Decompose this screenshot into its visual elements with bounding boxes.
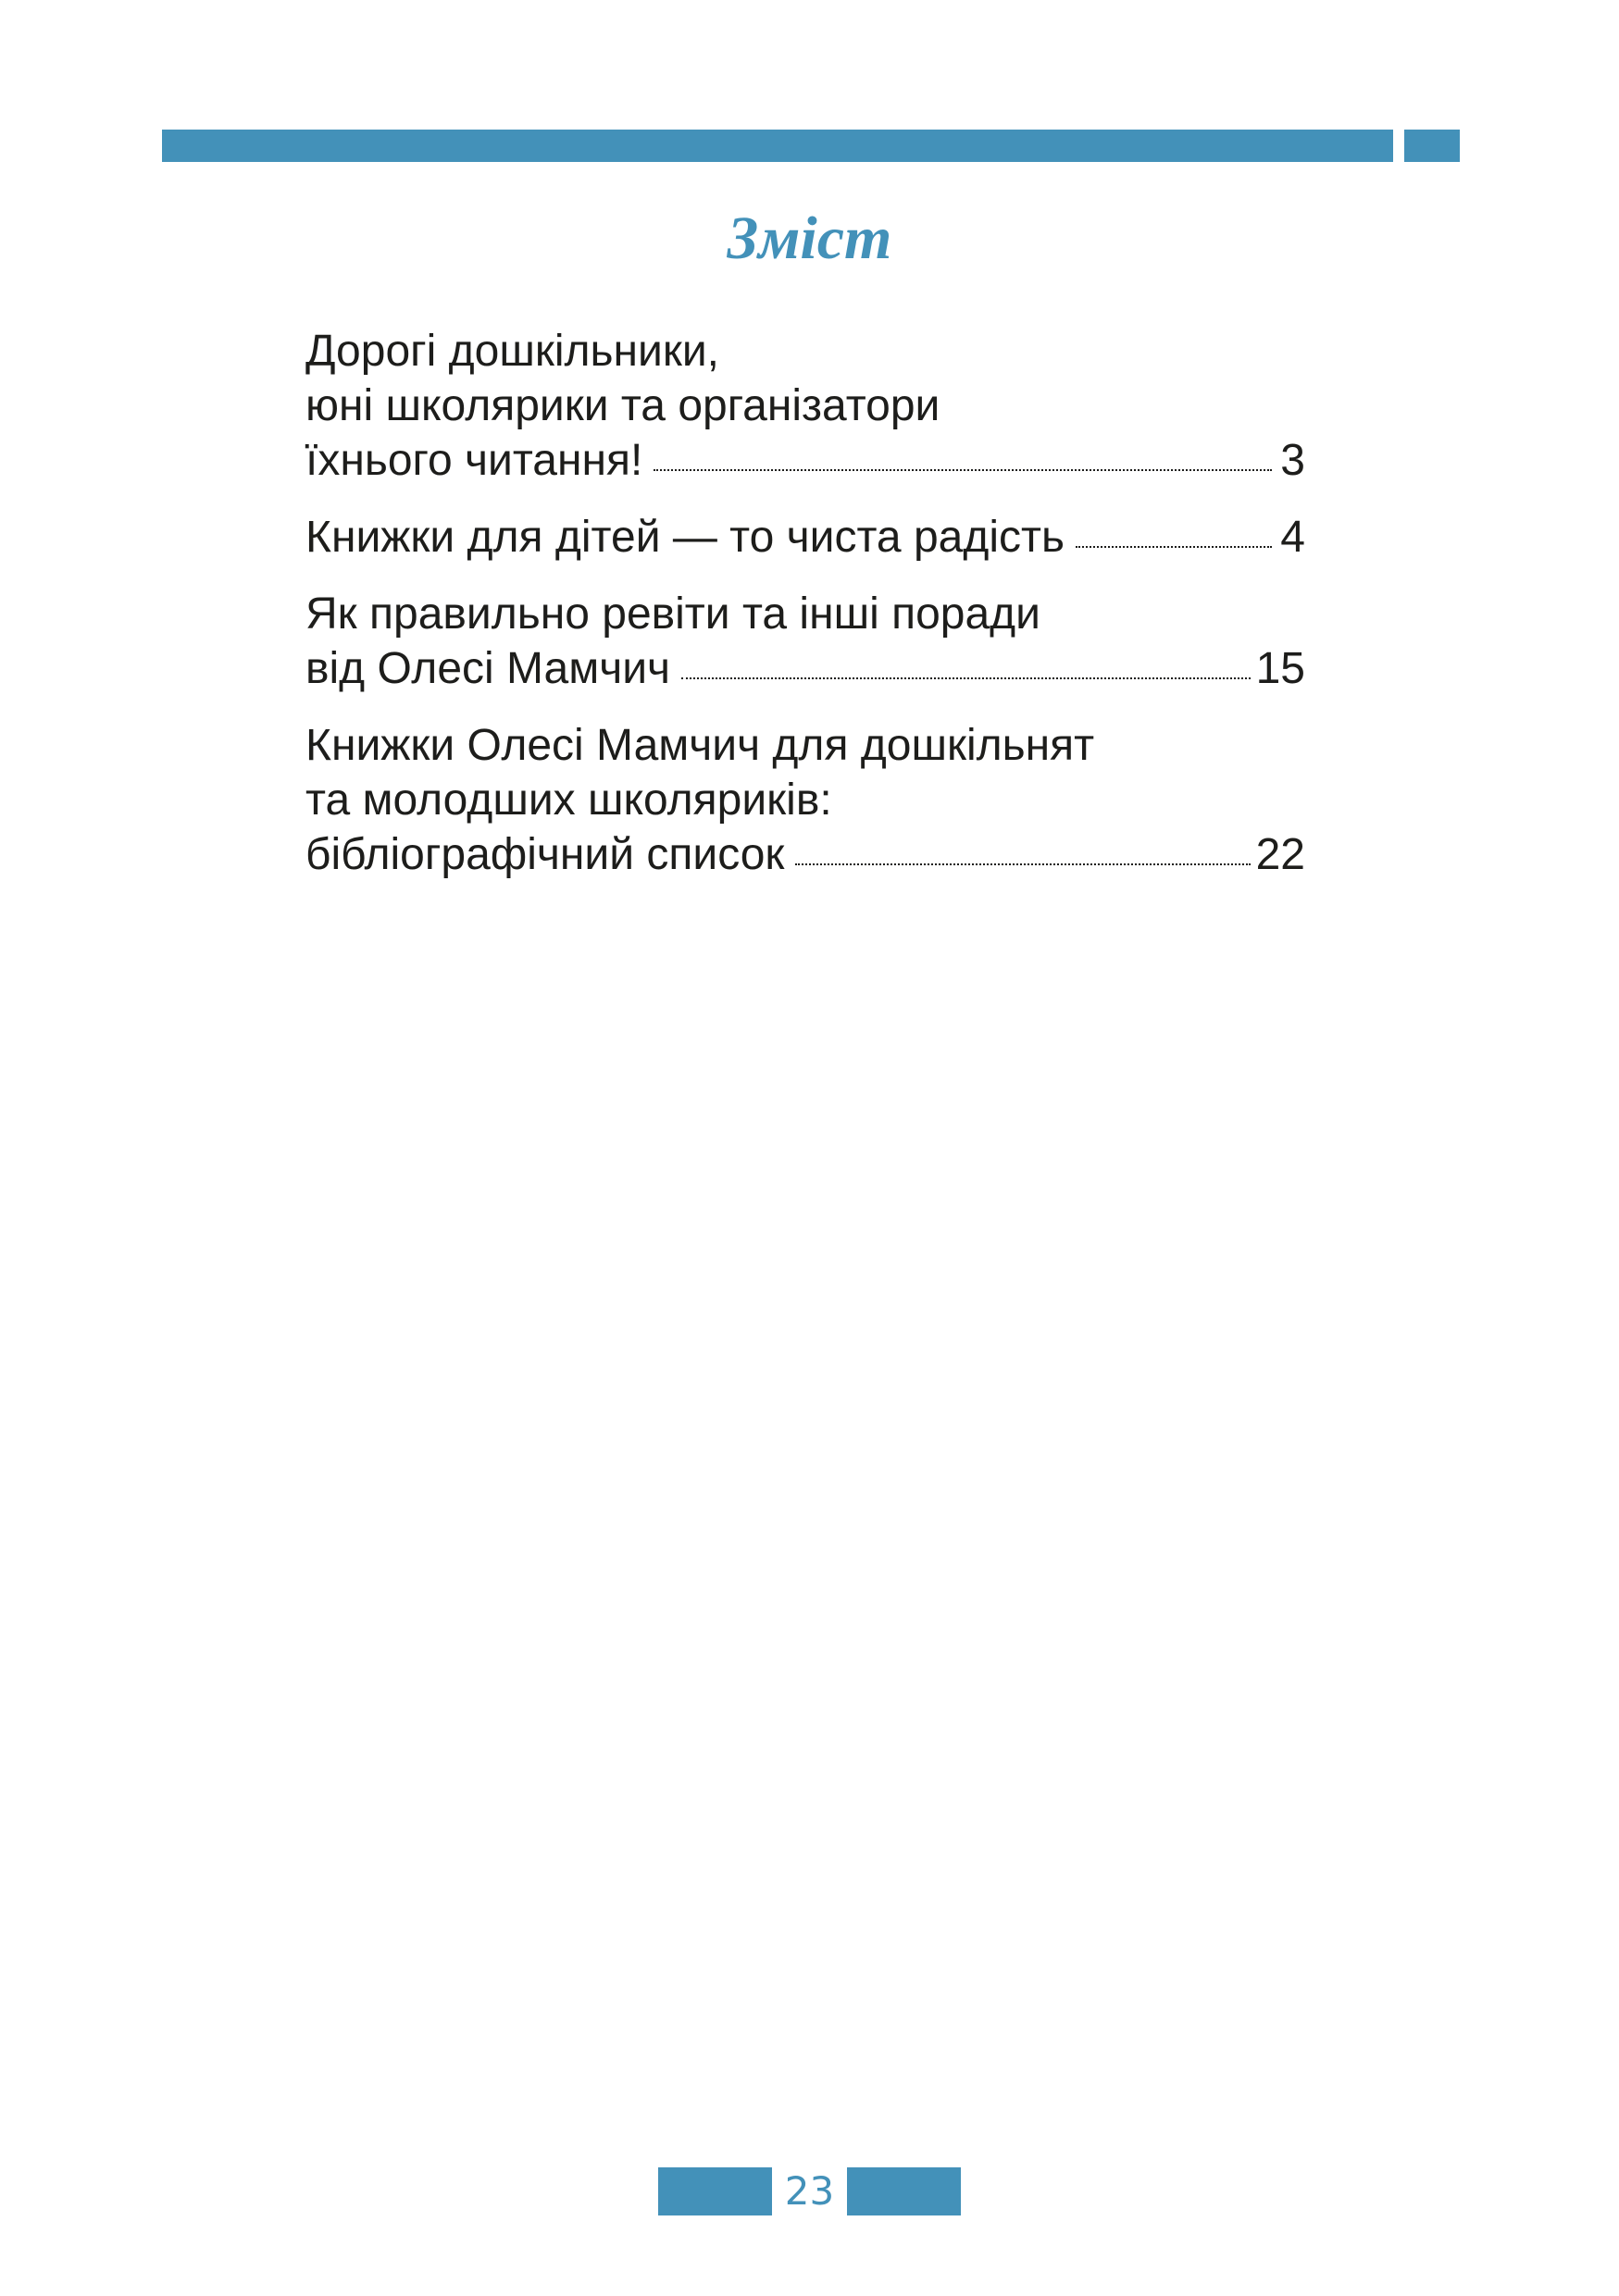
header-decorative-bar-small (1404, 130, 1460, 162)
toc-entry-title-line: Дорогі дошкільники, (305, 327, 719, 376)
toc-entry-title-line: Як правильно ревіти та інші поради (305, 590, 1040, 639)
dot-leader (795, 863, 1250, 865)
dot-leader (654, 469, 1272, 471)
footer-decorative-bar-left (658, 2167, 772, 2215)
toc-page-number: 4 (1280, 513, 1305, 562)
toc-entry[interactable] (305, 510, 1305, 565)
toc-page-number: 22 (1255, 830, 1305, 879)
dot-leader (681, 677, 1251, 679)
toc-entry[interactable] (305, 587, 1305, 696)
toc-page-number: 3 (1280, 436, 1305, 485)
dot-leader (1076, 546, 1272, 548)
toc-entry-title-line: та молодших школяриків: (305, 776, 832, 825)
toc-entry-title-line: від Олесі Мамчич (305, 644, 671, 693)
header-decorative-bar (162, 130, 1393, 162)
toc-entry-title-line: юні школярики та організатори (305, 381, 940, 430)
page-footer (658, 2167, 961, 2215)
toc-entry[interactable] (305, 718, 1305, 882)
toc-entry-title-line: бібліографічний список (305, 830, 785, 879)
toc-entry-title-line: їхнього читання! (305, 436, 643, 485)
page-number: 23 (784, 2168, 835, 2214)
toc-page-number: 15 (1255, 644, 1305, 693)
table-of-contents (305, 324, 1305, 904)
page-title: Зміст (727, 205, 892, 272)
footer-decorative-bar-right (847, 2167, 961, 2215)
toc-entry[interactable] (305, 324, 1305, 488)
toc-entry-title-line: Книжки для дітей — то чиста радість (305, 513, 1065, 562)
toc-entry-title-line: Книжки Олесі Мамчич для дошкільнят (305, 721, 1095, 770)
